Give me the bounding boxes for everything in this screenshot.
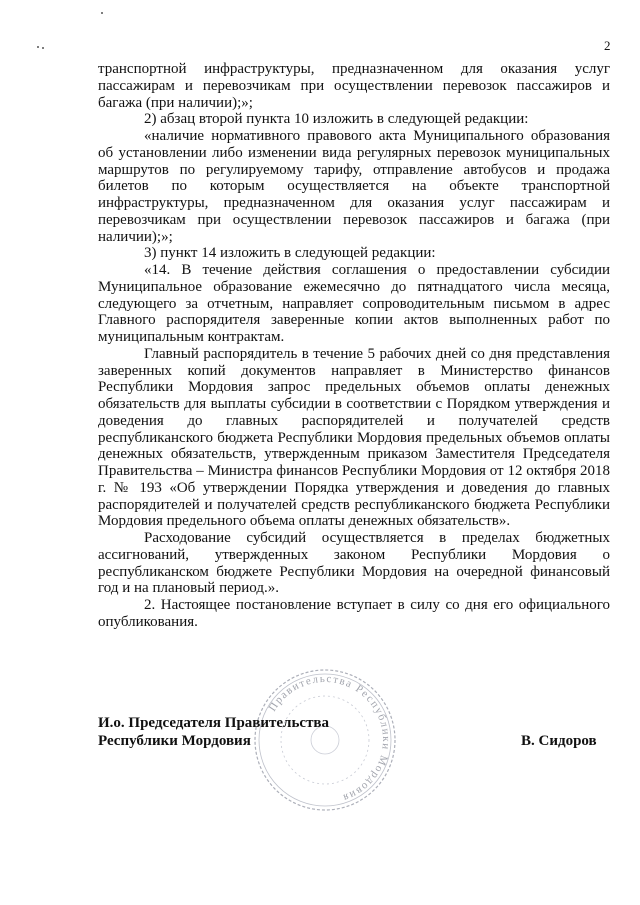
paragraph: 2) абзац второй пункта 10 изложить в следующей редакции: <box>144 111 529 128</box>
paragraph: 2. Настоящее постановление вступает в силу со дня его официального опубликования. <box>98 597 610 630</box>
paragraph: «наличие нормативного правового акта Муниципального образования об установлении либо изменении вида регулярных перевозок муниципальных маршрутов по регулируемому тарифу, отправление автобусов и продажа билетов по которым осуществляется на объекте транспортной инфраструктуры, предназначенном для оказания услуг пассажирам и перевозчикам при осуществлении перевозок пассажиров и багажа (при наличии);»; <box>98 128 610 245</box>
signatory-title-line: Республики Мордовия <box>98 733 251 749</box>
paragraph: Главный распорядитель в течение 5 рабочих дней со дня представления заверенных копий документов направляет в Министерство финансов Республики Мордовия запрос предельных объемов оплаты денежных обязательств для выплаты субсидии в соответствии с Порядком утверждения и доведения до главных распорядителей и получателей средств республиканского бюджета Республики Мордовия предельных объемов оплаты денежных обязательств, утвержденным приказом Заместителя Председателя Правительства – Министра финансов Республики Мордовия от 12 октября 2018 г. № 193 «Об утверждении Порядка утверждения и доведения до главных распорядителей и получателей средств республиканского бюджета Республики Мордовия предельного объема оплаты денежных обязательств». <box>98 345 610 530</box>
scan-speck <box>42 47 44 49</box>
page-number: 2 <box>604 38 611 53</box>
paragraph: «14. В течение действия соглашения о предоставлении субсидии Муниципальное образование ежемесячно до пятнадцатого числа месяца, следующего за отчетным, направляет сопроводительным письмом в адрес Главного распорядителя заверенные копии актов выполненных работ по муниципальным контрактам. <box>98 262 610 345</box>
signatory-title <box>98 714 329 750</box>
paragraph: Расходование субсидий осуществляется в пределах бюджетных ассигнований, утвержденных законом Республики Мордовия о республиканском бюджете Республики Мордовия на очередной финансовый год и на плановый период.». <box>98 530 610 597</box>
scan-speck <box>37 46 39 48</box>
scan-speck <box>101 12 103 14</box>
signatory-name: В. Сидоров <box>521 733 597 749</box>
paragraph: 3) пункт 14 изложить в следующей редакции: <box>144 245 436 262</box>
seal-lettering: Правительства Республики Мордовия <box>266 672 393 805</box>
document-body <box>98 61 610 631</box>
paragraph: транспортной инфраструктуры, предназначенном для оказания услуг пассажирам и перевозчикам при осуществлении перевозок пассажиров и багажа (при наличии);»; <box>98 61 610 111</box>
signatory-title-line: И.о. Председателя Правительства <box>98 715 330 731</box>
